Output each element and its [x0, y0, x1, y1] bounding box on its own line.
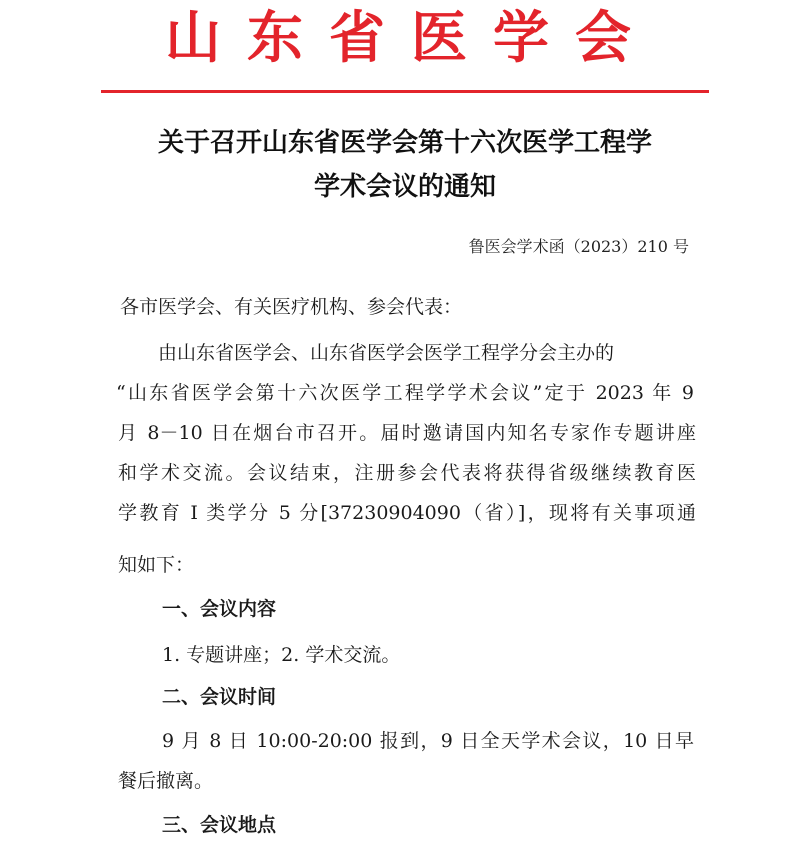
letterhead-org-name: 山东省医学会: [165, 6, 657, 71]
section-heading-content: 一、会议内容: [162, 598, 277, 620]
intro-line-6: 知如下：: [118, 554, 195, 576]
intro-line-1: 由山东省医学会、山东省医学会医学工程学分会主办的: [158, 342, 615, 364]
intro-line-3: 月 8－10 日在烟台市召开。届时邀请国内知名专家作专题讲座: [118, 422, 696, 444]
intro-line-2: “山东省医学会第十六次医学工程学学术会议”定于 2023 年 9: [116, 382, 694, 404]
document-title-line-1: 关于召开山东省医学会第十六次医学工程学: [157, 128, 652, 158]
document-number: 鲁医会学术函（2023）210 号: [468, 237, 689, 256]
section-time-line-2: 餐后撤离。: [118, 770, 214, 792]
section-time-line-1: 9 月 8 日 10:00-20:00 报到，9 日全天学术会议，10 日早: [162, 730, 694, 752]
letterhead-red-divider: [101, 90, 709, 93]
section-content-line-1: 1. 专题讲座；2. 学术交流。: [162, 644, 401, 666]
section-heading-location: 三、会议地点: [162, 814, 277, 836]
section-heading-time: 二、会议时间: [162, 686, 277, 708]
intro-line-5: 学教育 I 类学分 5 分[37230904090（省）]，现将有关事项通: [118, 502, 696, 524]
document-title-line-2: 学术会议的通知: [313, 172, 496, 202]
intro-line-4: 和学术交流。会议结束，注册参会代表将获得省级继续教育医: [118, 462, 696, 484]
salutation: 各市医学会、有关医疗机构、参会代表：: [120, 296, 463, 318]
